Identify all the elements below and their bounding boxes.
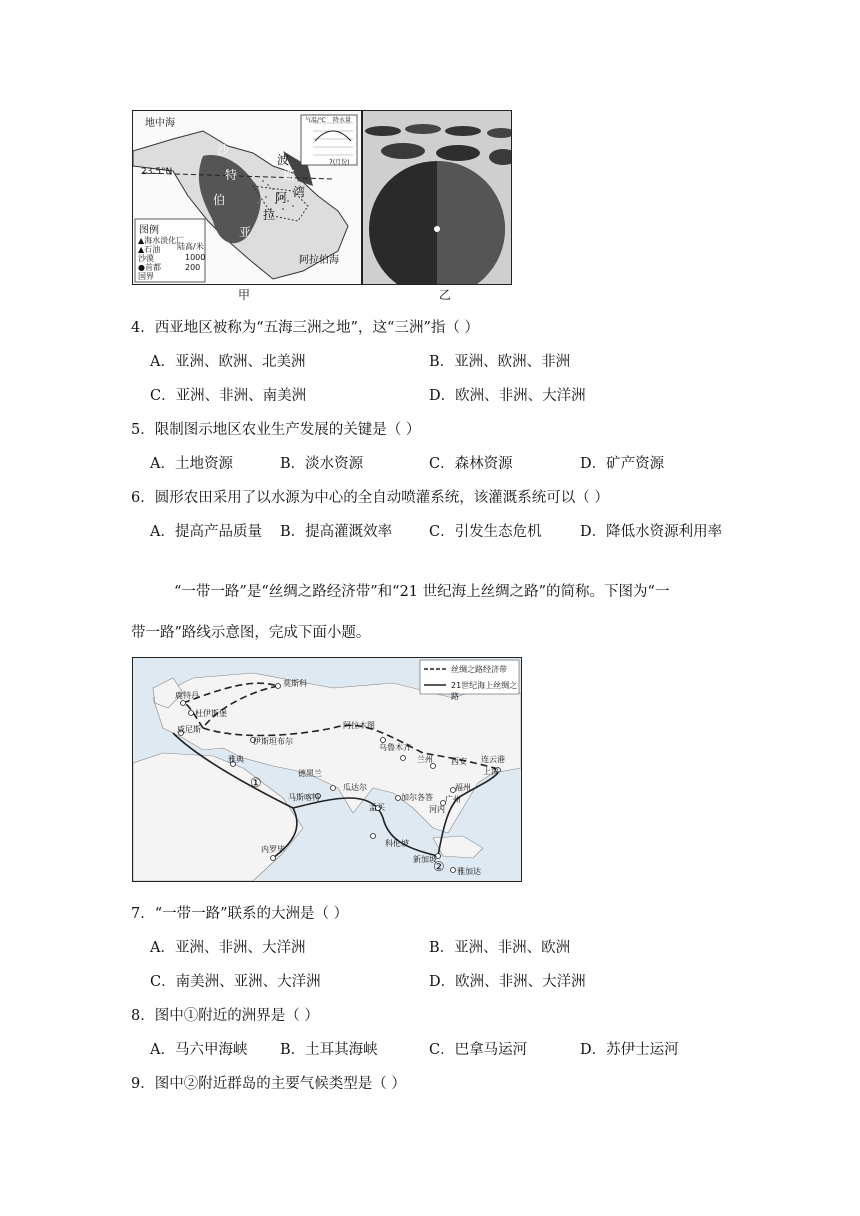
legend-land-route: 丝绸之路经济带 <box>451 665 507 674</box>
question-4-option-b[interactable]: B．亚洲、欧洲、非洲 <box>429 354 571 370</box>
question-4-option-d[interactable]: D．欧洲、非洲、大洋洲 <box>429 388 586 404</box>
label-ya: 亚 <box>239 225 252 239</box>
question-8-option-c[interactable]: C．巴拿马运河 <box>429 1042 528 1058</box>
legend-desalination: ▲海水淡化厂 <box>138 236 185 245</box>
city-jakarta: 雅加达 <box>457 867 481 876</box>
figure-jia-map <box>132 110 362 285</box>
question-7-stem: 7．“一带一路”联系的大洲是（ ） <box>131 906 349 922</box>
label-a: 阿 <box>275 191 288 205</box>
legend-200: 200 <box>185 263 201 272</box>
circular-fields-photo <box>363 111 511 284</box>
city-fuzhou: 福州 <box>455 783 471 792</box>
question-4-option-c[interactable]: C．亚洲、非洲、南美洲 <box>150 388 307 404</box>
question-5-option-b[interactable]: B．淡水资源 <box>280 456 364 472</box>
city-lanzhou: 兰州 <box>417 755 433 764</box>
label-sha: 沙 <box>217 143 230 157</box>
city-shanghai: 上海 <box>483 767 499 776</box>
city-xian: 西安 <box>451 757 467 766</box>
city-almaty: 阿拉木图 <box>343 721 375 730</box>
label-te: 特 <box>225 168 238 182</box>
marker-1: ① <box>250 776 262 791</box>
city-moscow: 莫斯科 <box>283 679 307 688</box>
question-7-option-c[interactable]: C．南美洲、亚洲、大洋洲 <box>150 974 321 990</box>
climate-month-label: 7(月份) <box>329 159 350 166</box>
question-7-option-a[interactable]: A．亚洲、非洲、大洋洲 <box>150 940 306 956</box>
label-la: 拉 <box>263 208 276 222</box>
city-duisburg: 杜伊斯堡 <box>195 709 227 718</box>
question-5-option-d[interactable]: D．矿产资源 <box>580 456 665 472</box>
marker-2: ② <box>433 860 445 875</box>
city-mumbai: 孟买 <box>369 803 385 812</box>
label-tropic: 23.5°N <box>141 167 173 177</box>
legend-oil: ▲石油 <box>138 245 161 254</box>
legend-sea-route: 21世纪海上丝绸之路 <box>451 681 518 701</box>
question-8-option-d[interactable]: D．苏伊士运河 <box>580 1042 679 1058</box>
question-8-stem: 8．图中①附近的洲界是（ ） <box>131 1008 319 1024</box>
label-arabian-sea: 阿拉伯海 <box>299 255 339 266</box>
climate-precip-label: 降水量 <box>333 117 352 124</box>
question-8-option-a[interactable]: A．马六甲海峡 <box>150 1042 248 1058</box>
legend-border: 国界 <box>138 272 154 281</box>
legend-capital: ●首都 <box>138 263 161 272</box>
question-9-stem: 9．图中②附近群岛的主要气候类型是（ ） <box>131 1076 406 1092</box>
city-athens: 雅典 <box>228 755 244 764</box>
question-7-option-d[interactable]: D．欧洲、非洲、大洋洲 <box>429 974 586 990</box>
legend-title: 图例 <box>139 225 159 236</box>
city-kolkata: 加尔各答 <box>401 793 433 802</box>
label-si: 斯 <box>283 169 296 183</box>
label-mediterranean: 地中海 <box>145 118 175 129</box>
question-6-option-c[interactable]: C．引发生态危机 <box>429 524 542 540</box>
question-5-option-a[interactable]: A．土地资源 <box>150 456 233 472</box>
label-bo: 伯 <box>213 193 226 207</box>
question-5-stem: 5．限制图示地区农业生产发展的关键是（ ） <box>131 422 421 438</box>
climate-temp-label: 气温/℃ <box>305 117 326 124</box>
question-4-stem: 4．西亚地区被称为“五海三洲之地”，这“三洲”指（ ） <box>131 320 479 336</box>
intro-line-2: 带一路”路线示意图，完成下面小题。 <box>131 625 371 641</box>
question-6-option-d[interactable]: D．降低水资源利用率 <box>580 524 723 540</box>
city-istanbul: 伊斯坦布尔 <box>253 737 293 746</box>
figure-yi-photo <box>362 110 512 285</box>
belt-road-map <box>132 657 522 882</box>
city-rotterdam: 鹿特丹 <box>175 691 199 700</box>
legend-desert: 沙漠 <box>138 254 154 263</box>
city-gwadar: 瓜达尔 <box>343 783 367 792</box>
legend-elevation: 陆高/米 <box>177 242 204 251</box>
city-tehran: 德黑兰 <box>298 769 322 778</box>
city-colombo: 科伦坡 <box>385 839 409 848</box>
legend-1000: 1000 <box>185 253 206 262</box>
question-5-option-c[interactable]: C．森林资源 <box>429 456 513 472</box>
city-nairobi: 内罗毕 <box>261 845 285 854</box>
question-6-option-a[interactable]: A．提高产品质量 <box>150 524 262 540</box>
city-singapore: 新加坡 <box>413 855 437 864</box>
label-po: 波 <box>277 153 290 167</box>
city-hanoi: 河内 <box>429 805 445 814</box>
question-6-stem: 6．圆形农田采用了以水源为中心的全自动喷灌系统，该灌溉系统可以（ ） <box>131 490 609 506</box>
intro-line-1: “一带一路”是“丝绸之路经济带”和“21 世纪海上丝绸之路”的简称。下图为“一 <box>174 584 670 600</box>
question-8-option-b[interactable]: B．土耳其海峡 <box>280 1042 378 1058</box>
question-7-option-b[interactable]: B．亚洲、非洲、欧洲 <box>429 940 571 956</box>
city-muscat: 马斯喀特 <box>288 793 320 802</box>
label-wan: 湾 <box>293 185 306 199</box>
city-venice: 威尼斯 <box>177 725 201 734</box>
city-guangzhou: 广州 <box>445 795 461 804</box>
question-4-option-a[interactable]: A．亚洲、欧洲、北美洲 <box>150 354 306 370</box>
caption-yi: 乙 <box>439 288 452 302</box>
city-lianyungang: 连云港 <box>481 755 505 764</box>
city-urumqi: 乌鲁木齐 <box>379 743 411 752</box>
caption-jia: 甲 <box>238 288 251 302</box>
question-6-option-b[interactable]: B．提高灌溉效率 <box>280 524 393 540</box>
